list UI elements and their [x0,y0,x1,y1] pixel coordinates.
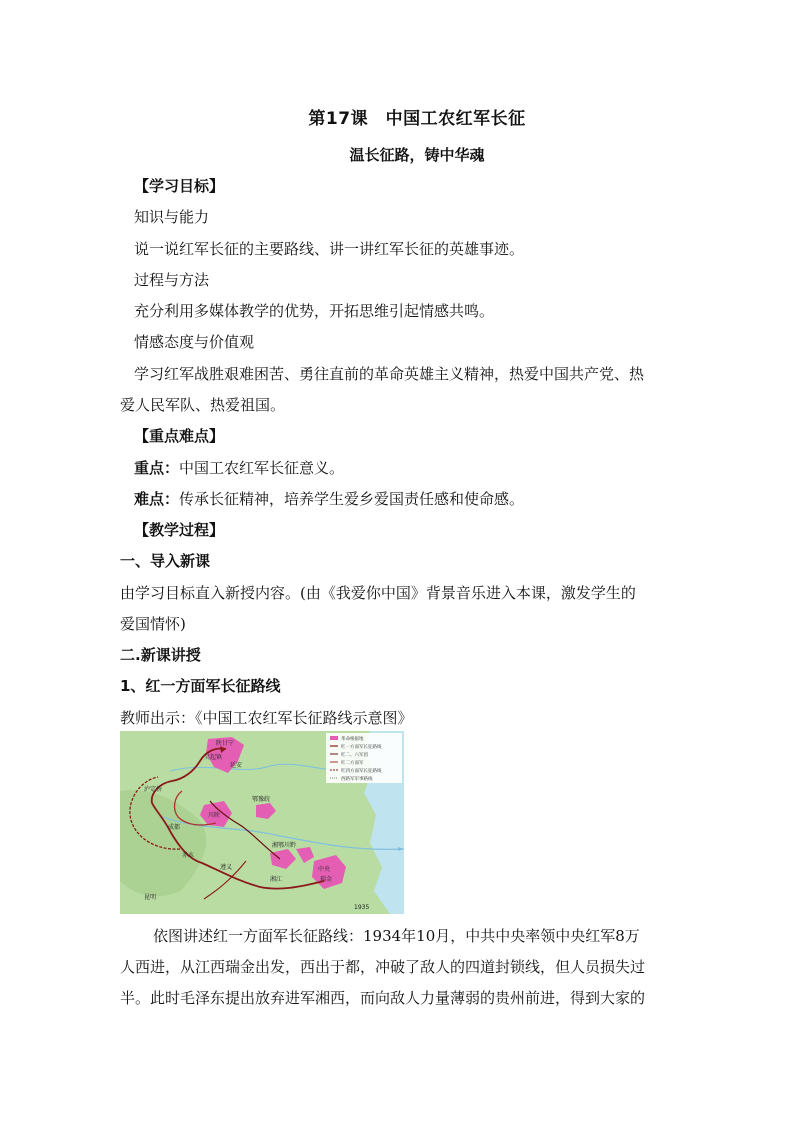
legend-item-2: 红一方面军长征路线 [341,745,382,750]
label-ruijin: 瑞金 [320,876,333,883]
legend-item-5: 红四方面军长征路线 [341,769,382,774]
long-march-route-map [120,731,404,914]
route-paragraph-line2: 人西进，从江西瑞金出发，西出于都，冲破了敌人的四道封锁线，但人员损失过 [120,958,646,976]
intro-text-line1: 由学习目标直入新授内容。(由《我爱你中国》背景音乐进入本课，激发学生的 [120,584,636,602]
process-method-heading: 过程与方法 [134,271,210,289]
label-chengdu: 成都 [168,824,181,831]
emotion-text-line1: 学习红军战胜艰难困苦、勇往直前的革命英雄主义精神，热爱中国共产党、热 [134,365,645,383]
label-shaanganning: 陕甘宁 [216,740,235,747]
label-year: 1935 [354,904,370,911]
knowledge-text: 说一说红军长征的主要路线、讲一讲红军长征的英雄事迹。 [134,240,525,258]
difficult-point-row [134,489,524,509]
label-luding: 泸定桥 [144,786,163,793]
knowledge-heading: 知识与能力 [134,208,210,226]
label-zunyi: 遵义 [220,864,233,871]
emotion-heading: 情感态度与价值观 [134,333,255,351]
lesson-subtitle: 温长征路，铸中华魂 [349,146,485,164]
intro-heading: 一、导入新课 [120,552,211,570]
label-eyuwan: 鄂豫皖 [252,796,271,803]
teaching-process-heading: 【教学过程】 [134,521,225,539]
route-paragraph-line3: 半。此时毛泽东提出放弃进军湘西，而向敌人力量薄弱的贵州前进，得到大家的 [120,989,646,1007]
difficult-point-label: 难点： [134,490,180,508]
key-point-label: 重点： [134,459,180,477]
label-chishui: 赤水 [182,852,195,859]
key-points-heading: 【重点难点】 [134,427,225,445]
label-kunming: 昆明 [144,894,157,901]
teacher-show-text: 教师出示：《中国工农红军长征路线示意图》 [120,709,413,727]
legend-item-3: 红二、六军团 [341,753,368,758]
intro-text-line2: 爱国情怀) [120,615,186,633]
label-wuqi: 吴起镇 [204,754,223,761]
section1-heading: 1、红一方面军长征路线 [120,677,281,695]
lesson-title: 第17课 中国工农红军长征 [308,109,526,129]
label-xiangexi: 湘鄂川黔 [272,842,297,849]
emotion-text-line2: 爱人民军队、热爱祖国。 [120,396,286,414]
difficult-point-text: 传承长征精神，培养学生爱乡爱国责任感和使命感。 [179,490,525,508]
key-point-text: 中国工农红军长征意义。 [179,459,345,477]
label-chuanshan: 川陕 [208,812,221,819]
new-lesson-heading: 二.新课讲授 [120,646,201,664]
label-zhongyang: 中央 [318,866,331,873]
map-legend [326,733,402,783]
legend-item-1: 革命根据地 [341,737,364,742]
legend-item-6: 西路军军事路线 [341,777,373,782]
process-method-text: 充分利用多媒体教学的优势，开拓思维引起情感共鸣。 [134,302,495,320]
route-paragraph-line1: 依图讲述红一方面军长征路线：1934年10月，中共中央率领中央红军8万 [153,927,640,945]
key-point-row [134,458,344,478]
label-xiangjiang: 湘江 [270,876,283,883]
legend-item-4: 红二方面军 [341,761,364,766]
label-yanan: 延安 [230,762,243,769]
objectives-heading: 【学习目标】 [134,177,225,195]
